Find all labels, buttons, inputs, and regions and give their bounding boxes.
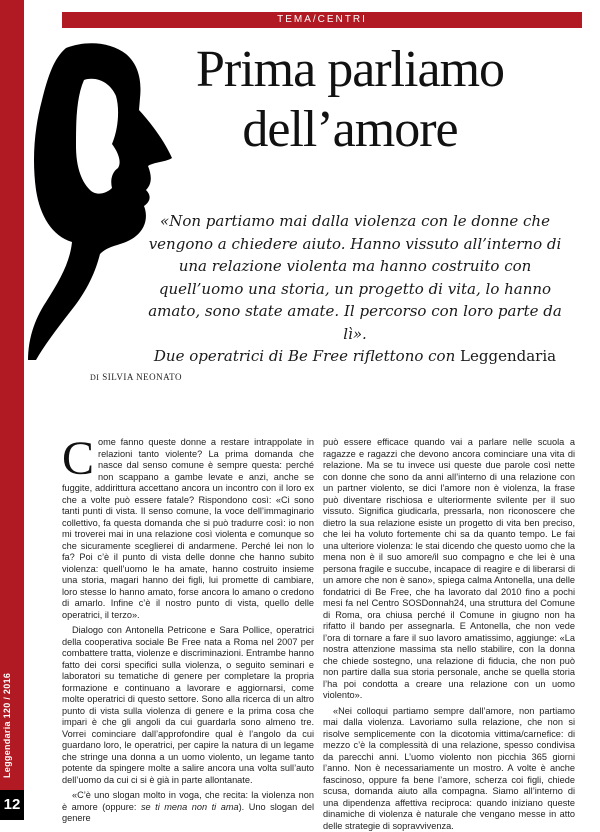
body-column-right (323, 437, 575, 812)
section-header: TEMA/CENTRI (62, 12, 582, 28)
author-name: SILVIA NEONATO (102, 372, 182, 382)
body-column-left (62, 437, 314, 812)
article-title (130, 40, 570, 160)
paragraph-text: ome fanno queste donne a restare intrappolate in relazioni tanto violente? La prima domanda che nasce dal senso comune è sempre questa: perché non scappano a gambe levate e anzi, anche se fuggite, addirittura accettano ancora un incontro con il loro ex che a volte può essere fatale? Rispondono così: «Ci sono tanti punti di vista. Il senso comune, la voce dell’immaginario collettivo, fa questa domanda che si può tradurre così: io non mi troverei mai in una relazione così violenta e comunque so che sicuramente sceglierei di andarmene. Perché lei non lo fa? Poi c’è il punto di vista delle donne che hanno subito violenza: quell’uomo le ha amate, hanno costruito insieme una storia, magari hanno dei figli, lui promette di cambiare, loro stesse lo hanno amato, forse ancora lo amano o credono di amarlo. Infine c’è il nostro punto di vista, quello delle operatrici, il terzo». (62, 437, 314, 620)
drop-cap: C (62, 439, 94, 479)
magazine-spine (0, 0, 24, 820)
paragraph-text: ). Uno slogan del genere (62, 802, 314, 824)
paragraph (62, 437, 314, 621)
slogan-text: se ti mena non ti ama (141, 802, 239, 812)
title-line-1: Prima parliamo (196, 41, 504, 98)
paragraph (62, 790, 314, 825)
lead-source-text: Due operatrici di Be Free riflettono con (154, 347, 455, 365)
byline-prefix: DI (90, 373, 99, 382)
lead-quote: «Non partiamo mai dalla violenza con le donne che vengono a chiedere aiuto. Hanno vissuto all’interno di una relazione violenta ma hanno costruito con quell’uomo una storia, un progetto di vita, lo hanno amato, sono state amate. Il percorso con loro parte da lì». (148, 212, 562, 343)
magazine-issue-label: Leggendaria 120 / 2016 (2, 758, 12, 778)
paragraph-text: «C’è uno slogan molto in voga, che recita: la violenza non è amore (oppure: (62, 790, 314, 812)
byline (90, 372, 182, 382)
lead-magazine-name: Leggendaria (460, 347, 556, 365)
article-lead (140, 210, 570, 368)
paragraph: Dialogo con Antonella Petricone e Sara Pollice, operatrici della cooperativa sociale Be Free nata a Roma nel 2007 per combattere tratta, violenze e discriminazioni. Entrambe hanno fatto dei corsi specifici sulla violenza, o seguito seminari e laboratori su tematiche di genere per completare la propria formazione e continuano a lavorare e aggiornarsi, come molte operatrici di questo settore. Sono alla ricerca di un altro punto di vista sulla violenza di genere e la prima cosa che impari è che gli angoli da cui guardarla sono almeno tre. Vorrei cominciare dall’approfondire qual è l’angolo da cui guardano loro, le operatrici, per capire la natura di un legame che stringe una donna a un uomo violento, un legame tanto potente da spingere molte a salire ancora una volta sull’auto dell’uomo da cui ci si è già in parte allontanate. (62, 625, 314, 786)
page-number: 12 (0, 790, 24, 820)
paragraph: «Nei colloqui partiamo sempre dall’amore, non partiamo mai dalla violenza. Lavoriamo sulla relazione, che non si risolve semplicemente con la dicotomia vittima/carnefice: di mezzo c’è la complessità di una relazione, spesso condivisa da parecchi anni. L’uomo violento non picchia 365 giorni l’anno. Non è necessariamente un mostro. A volte è anche fascinoso, oppure fa bene l’amore, scherza coi figli, chiede scusa, domanda aiuto alla compagna. Siamo all’interno di una dipendenza affettiva reciproca: quando iniziano queste dinamiche di violenza è naturale che vengano messe in atto delle strategie di sopravvivenza. (323, 706, 575, 832)
paragraph: può essere efficace quando vai a parlare nelle scuola a ragazze e ragazzi che devono ancora cominciare una vita di relazione. Ma se tu invece usi queste due parole così nette con donne che sono da anni all’interno di una relazione con un partner violento, se dici l’amore non è violenza, la frase può diventare rischiosa e ulteriormente svilente per il suo vissuto. Significa giudicarla, pressarla, non riconoscere che dietro la sua relazione esiste un progetto di vita ben preciso, che lei ha voluto fortemente chi sa da quanto tempo. Le fai una ulteriore violenza: le stai dicendo che questo uomo che la mena non è il suo amore/il suo compagno e che lei è una persona fragile e succube, incapace di reagire e di liberarsi di un amore che non è sano», spiega calma Antonella, una delle fondatrici di Be Free, che ha lavorato dal 2010 fino a pochi mesi fa nel Centro SOSDonnah24, una struttura del Comune di Roma, ora chiusa perché il Comune in giugno non ha rifatto il bando per assegnarla. E Antonella, che non vede l’ora di tornare a fare il suo lavoro amatissimo, aggiunge: «La nostra attenzione massima sta nello stabilire, con la donna che chiede sostegno, una relazione di fiducia, che non può non partire dalla sua storia personale, anche se quella storia l’ha poi condotta a creare una relazione con un uomo violento». (323, 437, 575, 702)
title-line-2: dell’amore (242, 101, 457, 158)
lead-source (140, 345, 570, 368)
